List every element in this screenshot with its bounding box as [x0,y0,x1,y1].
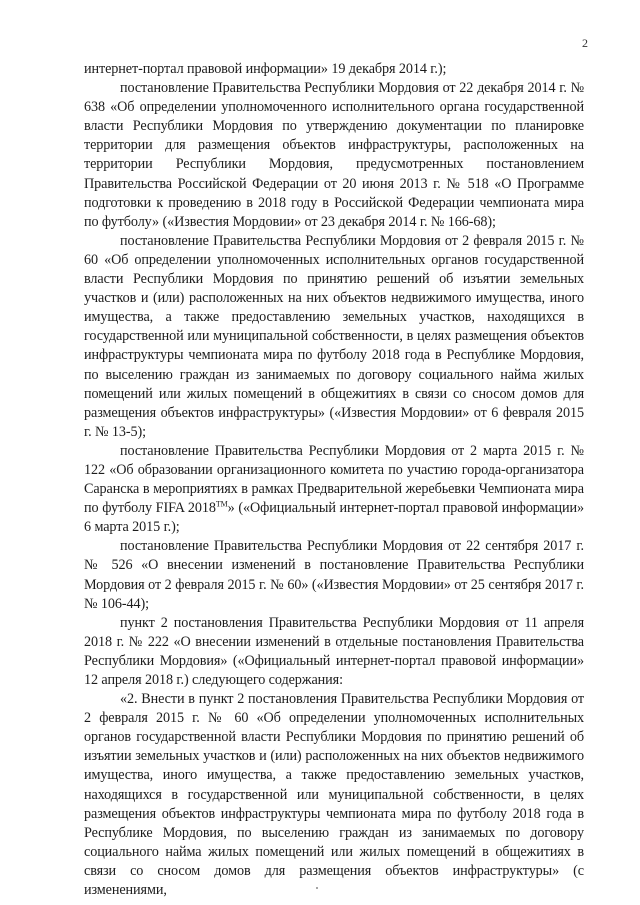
paragraph-3: постановление Правительства Республики Мордовия от 2 февраля 2015 г. № 60 «Об определении уполномоченных исполнительных органов государственной власти Республики Мордовия по принятию решений об изъятии земельных участков и (или) расположенных на них объектов недвижимого имущества, иного имущества, а также предоставлению земельных участков, находящихся в государственной или муниципальной собственности, в целях размещения объектов инфраструктуры чемпионата мира по футболу 2018 года в Республике Мордовия, по выселению граждан из занимаемых по договору социального найма жилых помещений или жилых помещений в общежитиях в связи со сносом домов для размещения объектов инфраструктуры» («Известия Мордовии» от 6 февраля 2015 г. № 13-5); [84,232,584,440]
paragraph-4 [84,442,584,537]
paragraph-5: постановление Правительства Республики Мордовия от 22 сентября 2017 г. № 526 «О внесении изменений в постановление Правительства Республики Мордовия от 2 февраля 2015 г. № 60» («Известия Мордовии» от 25 сентября 2017 г. № 106-44); [84,538,584,612]
trademark-superscript: TM [215,499,228,509]
paragraph-6: пункт 2 постановления Правительства Республики Мордовия от 11 апреля 2018 г. № 222 «О внесении изменений в отдельные постановления Правительства Республики Мордовия» («Официальный интернет-портал правовой информации» 12 апреля 2018 г.) следующего содержания: [84,614,584,688]
page-number: 2 [582,36,588,50]
document-body [84,60,584,900]
paragraph-4-text: постановление Правительства Республики Мордовия от 2 марта 2015 г. № 122 «Об образовании организационного комитета по участию города-организатора Саранска в мероприятиях в рамках Предварительной жеребьевки Чемпионата мира по футболу FIFA 2018 [84,442,584,517]
paragraph-4-tail: » («Официальный интернет-портал правовой информации» 6 марта 2015 г.); [84,500,584,536]
paragraph-1: интернет-портал правовой информации» 19 декабря 2014 г.); [84,61,447,77]
paragraph-2: постановление Правительства Республики Мордовия от 22 декабря 2014 г. № 638 «Об определении уполномоченного исполнительного органа государственной власти Республики Мордовия по утверждению документации по планировке территории для размещения объектов инфраструктуры, расположенных на территории Республики Мордовия, предусмотренных постановлением Правительства Российской Федерации от 20 июня 2013 г. № 518 «О Программе подготовки к проведению в 2018 году в Российской Федерации чемпионата мира по футболу» («Известия Мордовии» от 23 декабря 2014 г. № 166-68); [84,80,584,230]
scan-speck [316,887,318,889]
paragraph-7: «2. Внести в пункт 2 постановления Правительства Республики Мордовия от 2 февраля 2015 г. № 60 «Об определении уполномоченных исполнительных органов государственной власти Республики Мордовия по принятию решений об изъятии земельных участков и (или) расположенных на них объектов недвижимого имущества, иного имущества, а также предоставлению земельных участков, находящихся в государственной или муниципальной собственности, в целях размещения объектов инфраструктуры чемпионата мира по футболу 2018 года в Республике Мордовия, по выселению граждан из занимаемых по договору социального найма жилых помещений или жилых помещений в общежитиях в связи со сносом домов для размещения объектов инфраструктуры» (с изменениями, [84,691,584,899]
